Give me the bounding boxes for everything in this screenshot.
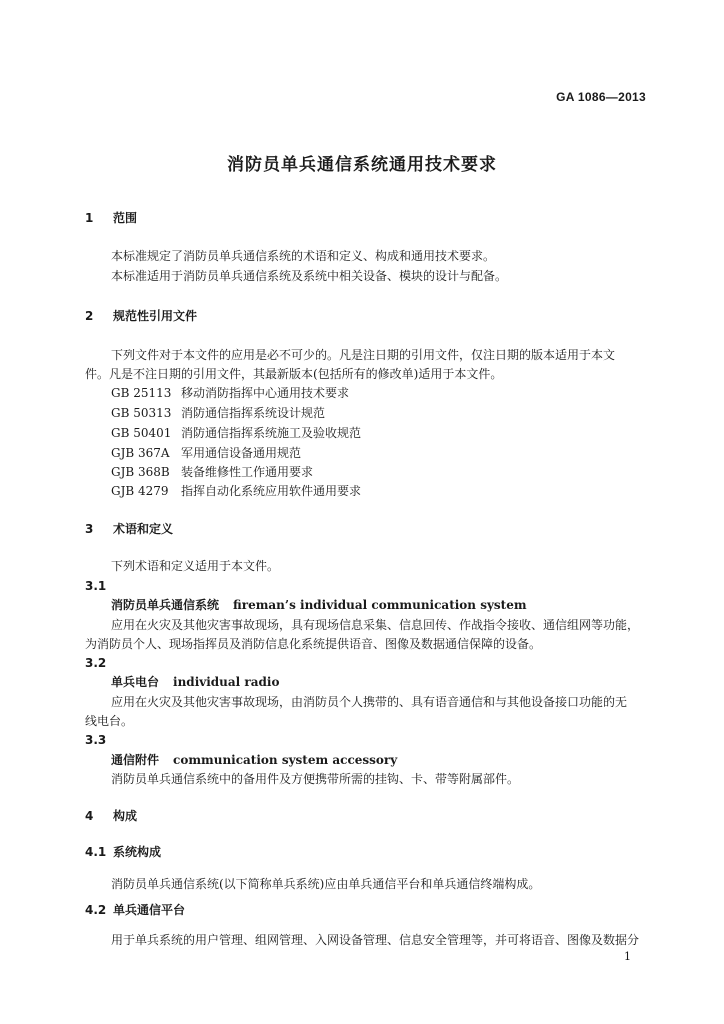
reference-code: GJB 4279 — [111, 484, 169, 498]
paragraph: 用于单兵系统的用户管理、组网管理、入网设备管理、信息安全管理等，并可将语音、图像及数据分 — [111, 933, 640, 947]
reference-item — [111, 484, 361, 498]
section-title: 构成 — [113, 809, 138, 823]
section-number: 4 — [85, 809, 94, 823]
section-3-heading — [85, 522, 173, 536]
reference-title: 消防通信指挥系统施工及验收规范 — [181, 426, 362, 440]
term-english: individual radio — [173, 675, 280, 689]
reference-code: GB 50401 — [111, 426, 172, 440]
section-title: 规范性引用文件 — [113, 309, 198, 323]
reference-title: 军用通信设备通用规范 — [181, 446, 302, 460]
definition-line: 应用在火灾及其他灾害事故现场，具有现场信息采集、信息回传、作战指令接收、通信组网等功能， — [111, 618, 640, 632]
term-chinese: 消防员单兵通信系统 — [111, 598, 220, 612]
definition-line: 线电台。 — [85, 714, 134, 728]
paragraph: 本标准适用于消防员单兵通信系统及系统中相关设备、模块的设计与配备。 — [111, 269, 508, 283]
term-chinese: 通信附件 — [111, 753, 160, 767]
subsection-number: 4.2 — [85, 903, 107, 917]
reference-code: GB 25113 — [111, 386, 172, 400]
reference-item — [111, 465, 313, 479]
subsection-heading — [85, 845, 161, 859]
definition-line: 消防员单兵通信系统中的备用件及方便携带所需的挂钩、卡、带等附属部件。 — [111, 772, 520, 786]
subsection-number: 4.1 — [85, 845, 107, 859]
section-title: 范围 — [113, 211, 138, 225]
definition-line: 为消防员个人、现场指挥员及消防信息化系统提供语音、图像及数据通信保障的设备。 — [85, 637, 542, 651]
section-title: 术语和定义 — [113, 522, 174, 536]
reference-title: 消防通信指挥系统设计规范 — [181, 406, 326, 420]
reference-code: GB 50313 — [111, 406, 172, 420]
subsection-title: 单兵通信平台 — [113, 903, 186, 917]
reference-title: 指挥自动化系统应用软件通用要求 — [181, 484, 362, 498]
section-1-heading — [85, 211, 137, 225]
term-entry — [111, 675, 279, 689]
section-number: 2 — [85, 309, 94, 323]
reference-title: 移动消防指挥中心通用技术要求 — [181, 386, 350, 400]
paragraph-line: 件。凡是不注日期的引用文件，其最新版本(包括所有的修改单)适用于本文件。 — [85, 367, 503, 381]
standard-code: GA 1086—2013 — [556, 90, 646, 104]
subsection-title: 系统构成 — [113, 845, 162, 859]
paragraph-line: 下列文件对于本文件的应用是必不可少的。凡是注日期的引用文件，仅注日期的版本适用于本文 — [111, 348, 616, 362]
reference-item — [111, 406, 325, 420]
subsection-heading — [85, 903, 185, 917]
page-number: 1 — [624, 950, 631, 963]
paragraph: 本标准规定了消防员单兵通信系统的术语和定义、构成和通用技术要求。 — [111, 249, 496, 263]
document-title: 消防员单兵通信系统通用技术要求 — [227, 155, 497, 175]
section-number: 3 — [85, 522, 94, 536]
term-chinese: 单兵电台 — [111, 675, 160, 689]
term-entry — [111, 598, 527, 612]
paragraph: 下列术语和定义适用于本文件。 — [111, 559, 280, 573]
reference-item — [111, 386, 349, 400]
reference-title: 装备维修性工作通用要求 — [181, 465, 314, 479]
section-number: 1 — [85, 211, 94, 225]
clause-number: 3.3 — [85, 733, 107, 747]
section-4-heading — [85, 809, 137, 823]
section-2-heading — [85, 309, 197, 323]
reference-item — [111, 426, 361, 440]
term-english: fireman’s individual communication system — [233, 598, 527, 612]
term-entry — [111, 753, 397, 767]
clause-number: 3.1 — [85, 579, 107, 593]
definition-line: 应用在火灾及其他灾害事故现场，由消防员个人携带的、具有语音通信和与其他设备接口功能的无 — [111, 695, 628, 709]
reference-code: GJB 367A — [111, 446, 170, 460]
reference-code: GJB 368B — [111, 465, 170, 479]
reference-item — [111, 446, 301, 460]
clause-number: 3.2 — [85, 656, 107, 670]
paragraph: 消防员单兵通信系统(以下简称单兵系统)应由单兵通信平台和单兵通信终端构成。 — [111, 877, 541, 891]
term-english: communication system accessory — [173, 753, 398, 767]
